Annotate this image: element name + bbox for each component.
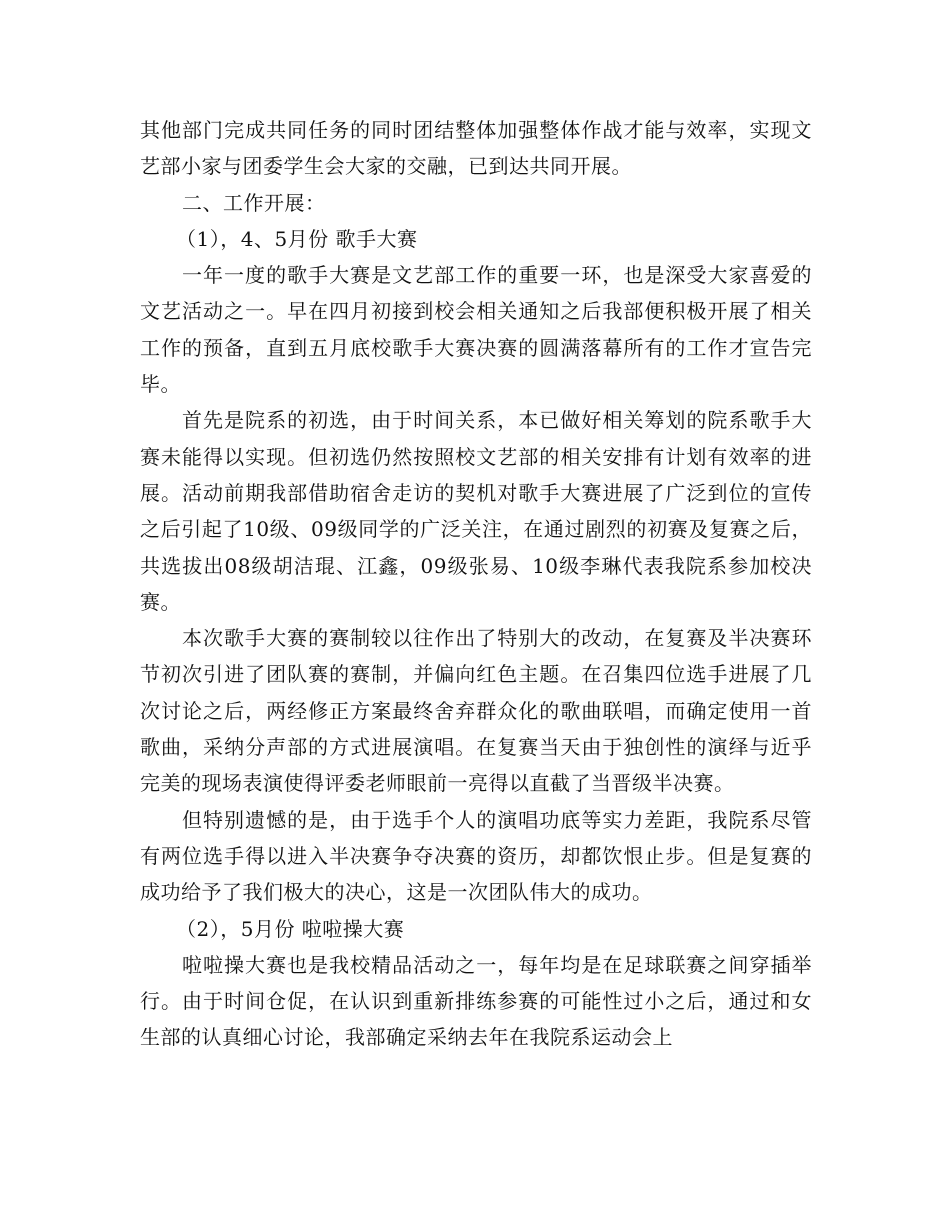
document-body bbox=[140, 112, 812, 1056]
subsection-heading-cheerleading: （2），5月份 啦啦操大赛 bbox=[176, 916, 405, 941]
paragraph-cheerleading-intro: 啦啦操大赛也是我校精品活动之一，每年均是在足球联赛之间穿插举行。由于时间仓促，在认识到重新排练参赛的可能性过小之后，通过和女生部的认真细心讨论，我部确定采纳去年在我院系运动会上 bbox=[140, 952, 812, 1050]
subsection-heading-singer-contest: （1），4、5月份 歌手大赛 bbox=[176, 226, 418, 251]
paragraph-competition-format: 本次歌手大赛的赛制较以往作出了特别大的改动，在复赛及半决赛环节初次引进了团队赛的赛制，并偏向红色主题。在召集四位选手进展了几次讨论之后，两经修正方案最终舍弃群众化的歌曲联唱，而确定使用一首歌曲，采纳分声部的方式进展演唱。在复赛当天由于独创性的演绎与近乎完美的现场表演使得评委老师眼前一亮得以直截了当晋级半决赛。 bbox=[140, 626, 812, 796]
paragraph-singer-contest-intro: 一年一度的歌手大赛是文艺部工作的重要一环，也是深受大家喜爱的文艺活动之一。早在四月初接到校会相关通知之后我部便积极开展了相关工作的预备，直到五月底校歌手大赛决赛的圆满落幕所有的工作才宣告完毕。 bbox=[140, 263, 812, 397]
section-heading-work-progress: 二、工作开展： bbox=[182, 190, 326, 215]
paragraph-preliminary-selection: 首先是院系的初选，由于时间关系，本已做好相关筹划的院系歌手大赛未能得以实现。但初选仍然按照校文艺部的相关安排有计划有效率的进展。活动前期我部借助宿舍走访的契机对歌手大赛进展了广泛到位的宣传之后引起了10级、09级同学的广泛关注，在通过剧烈的初赛及复赛之后，共选拔出08级胡洁琨、江鑫，09级张易、10级李琳代表我院系参加校决赛。 bbox=[140, 408, 812, 614]
paragraph-results: 但特别遗憾的是，由于选手个人的演唱功底等实力差距，我院系尽管有两位选手得以进入半决赛争夺决赛的资历，却都饮恨止步。但是复赛的成功给予了我们极大的决心，这是一次团队伟大的成功。 bbox=[140, 807, 812, 905]
paragraph-continuation: 其他部门完成共同任务的同时团结整体加强整体作战才能与效率，实现文艺部小家与团委学生会大家的交融，已到达共同开展。 bbox=[140, 118, 812, 179]
